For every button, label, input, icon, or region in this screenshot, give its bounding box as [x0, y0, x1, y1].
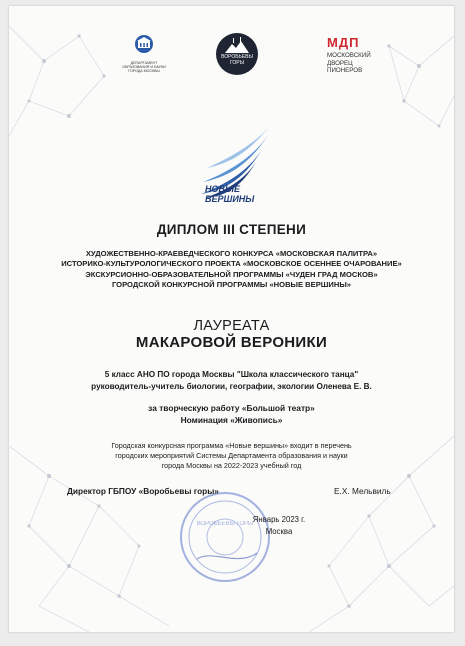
program-line-4: ГОРОДСКОЙ КОНКУРСНОЙ ПРОГРАММЫ «НОВЫЕ ВЕРШИНЫ» [111, 280, 352, 290]
novye-vershiny-emblem-icon [189, 116, 289, 231]
school-line-2: руководитель-учитель биологии, географии, экологии Оленева Е. В. [91, 382, 372, 392]
winner-name: МАКАРОВОЙ ВЕРОНИКИ [135, 334, 328, 351]
program-line-3: ЭКСКУРСИОННО-ОБРАЗОВАТЕЛЬНОЙ ПРОГРАММЫ «ЧУДЕН ГРАД МОСКОВ» [85, 269, 378, 279]
laureate-label: ЛАУРЕАТА [193, 318, 270, 334]
note-line-2: городских мероприятий Системы Департамента образования и науки [115, 450, 348, 460]
emblem-line-2: ВЕРШИНЫ [205, 194, 255, 204]
program-note [9, 441, 454, 470]
diploma-title: ДИПЛОМ III СТЕПЕНИ [156, 222, 307, 237]
university-building-icon [119, 34, 169, 54]
issue-date [209, 514, 349, 538]
school-line-1: 5 класс АНО ПО города Москвы "Школа классического танца" [104, 370, 359, 379]
mdp-line-2: ДВОРЕЦ [327, 59, 353, 67]
school-info [9, 369, 454, 394]
emblem-line-1: НОВЫЕ [205, 184, 241, 194]
city-line: Москва [265, 527, 293, 536]
department-logo [119, 34, 169, 73]
nomination: Номинация «Живопись» [180, 414, 283, 425]
moscow-palace-pioneers-logo [327, 36, 397, 75]
program-line-1: ХУДОЖЕСТВЕННО-КРАЕВЕДЧЕСКОГО КОНКУРСА «МОСКОВСКАЯ ПАЛИТРА» [85, 249, 378, 258]
stamp-text: ВОРОБЬЕВЫ ГОРЫ [196, 521, 254, 527]
mdp-line-3: ПИОНЕРОВ [327, 67, 363, 75]
director-label: Директор ГБПОУ «Воробьевы горы» [67, 486, 219, 496]
program-list [9, 249, 454, 291]
department-logo-text: ДЕПАРТАМЕНТ ОБРАЗОВАНИЯ И НАУКИ ГОРОДА МОСКВЫ [122, 61, 166, 73]
mdp-mark: МДП [327, 35, 360, 50]
date-line: Январь 2023 г. [252, 515, 306, 524]
program-line-2: ИСТОРИКО-КУЛЬТУРОЛОГИЧЕСКОГО ПРОЕКТА «МОСКОВСКОЕ ОСЕННЕЕ ОЧАРОВАНИЕ» [61, 259, 402, 269]
vorobyovy-gory-logo [216, 33, 258, 75]
note-line-3: города Москвы на 2022-2023 учебный год [161, 460, 302, 470]
center-logo-line-2: ГОРЫ [229, 59, 245, 66]
center-logo-line-1: ВОРОБЬЕВЫ [221, 54, 253, 60]
diploma-page [9, 6, 454, 632]
work-title: за творческую работу «Большой театр» [148, 403, 315, 413]
note-line-1: Городская конкурсная программа «Новые вершины» входит в перечень [111, 441, 352, 450]
work-info [9, 403, 454, 426]
director-name: Е.Х. Мельвиль [334, 486, 391, 496]
mdp-line-1: МОСКОВСКИЙ [327, 52, 371, 59]
